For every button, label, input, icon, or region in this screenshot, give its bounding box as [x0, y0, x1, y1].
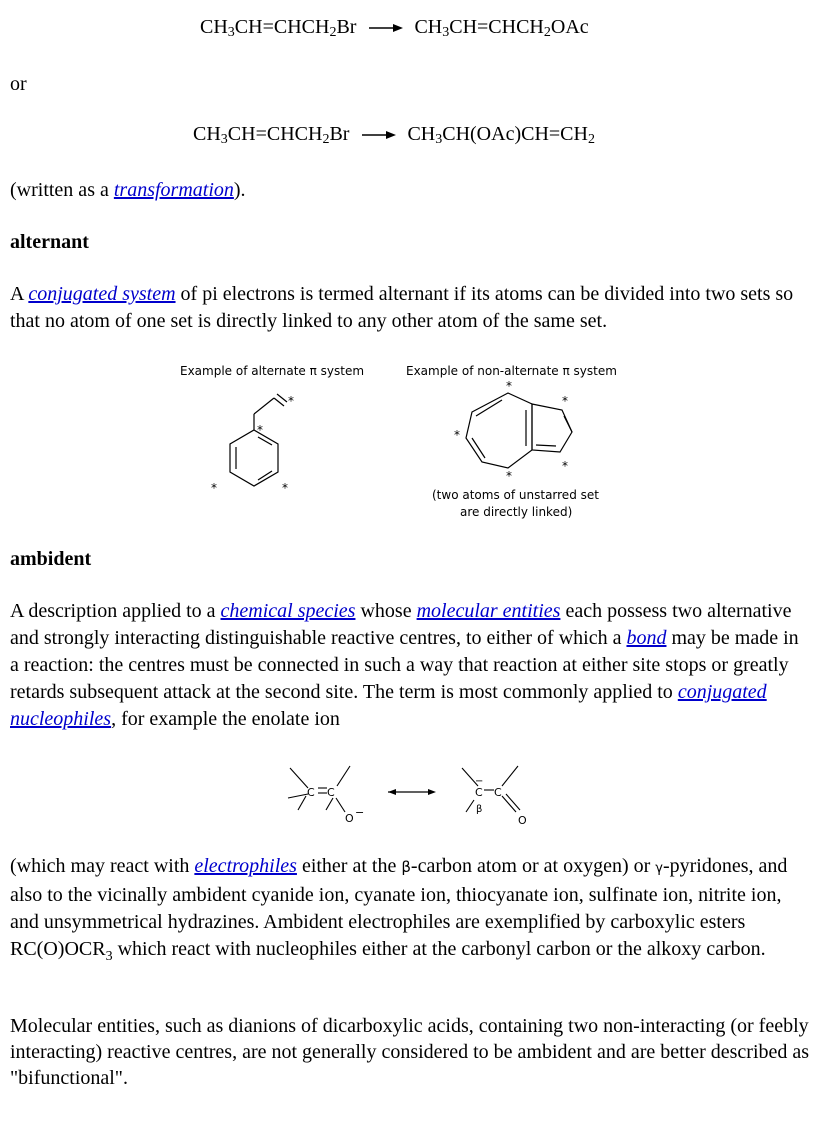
text: (which may react with	[10, 855, 195, 877]
oxygen-label: O	[518, 814, 527, 827]
text: ).	[233, 179, 246, 201]
ambident-paragraph-2	[10, 853, 810, 970]
transformation-link[interactable]: transformation	[113, 179, 234, 201]
alternant-paragraph	[10, 281, 800, 335]
conjugated-system-link[interactable]: conjugated system	[28, 283, 176, 305]
formula-part: CH=CHCH	[227, 123, 323, 145]
formula-part: Br	[329, 123, 350, 145]
star-mark: *	[211, 481, 217, 495]
star-mark: *	[288, 394, 294, 408]
equation-2	[193, 123, 595, 146]
heading-ambident: ambident	[10, 548, 92, 570]
carbon-label: C	[307, 786, 315, 799]
equation-1	[200, 16, 589, 39]
nucleophiles-link[interactable]: nucleophiles	[10, 708, 112, 730]
charge-label: −	[355, 806, 365, 819]
formula-sub: 3	[435, 132, 443, 147]
formula-part: CH	[407, 123, 436, 145]
text: A description applied to a	[10, 600, 221, 622]
formula-part: CH	[193, 123, 221, 145]
right-caption: Example of non-alternate π system	[406, 364, 617, 378]
gamma-symbol: γ	[655, 861, 663, 876]
star-mark: *	[562, 394, 568, 408]
formula-part: Br	[336, 16, 357, 38]
text: -pyridones, and also to the vicinally ambident cyanide ion, cyanate ion, thiocyanate ion, sulfinate ion, nitrite ion, and unsymmetrical hydrazines. Ambident electrophiles are exemplified by carboxylic esters RC(O)OCR	[10, 855, 788, 960]
text: (written as a	[10, 179, 114, 201]
text: may be made in a reaction: the centres must be connected in such a way that reaction at either site stops or greatly retards subsequent attack at the second site. The term is most commonly applied to	[10, 627, 799, 703]
carbon-label: C	[494, 786, 502, 799]
star-mark: *	[257, 423, 263, 437]
heading-alternant: alternant	[10, 231, 89, 253]
formula-sub: 2	[329, 25, 337, 40]
text: whose	[355, 600, 417, 622]
electrophiles-link[interactable]: electrophiles	[194, 855, 297, 877]
text: A	[10, 283, 29, 305]
written-as-line	[10, 177, 246, 204]
formula-part: CH(OAc)CH=CH	[442, 123, 588, 145]
carbon-label: C	[475, 786, 483, 799]
conjugated-link[interactable]: conjugated	[677, 681, 767, 703]
text: -carbon atom or at oxygen) or	[410, 855, 656, 877]
chemical-species-link[interactable]: chemical species	[220, 600, 356, 622]
star-mark: *	[562, 459, 568, 473]
formula-sub: 3	[220, 132, 228, 147]
formula-sub: 2	[543, 25, 551, 40]
resonance-arrow-icon	[388, 789, 436, 795]
formula-sub: 2	[587, 132, 595, 147]
star-mark: *	[282, 481, 288, 495]
reaction-arrow-icon	[367, 23, 403, 33]
text: each possess two alternative and strongly interacting distinguishable reactive centres, to either of which a	[10, 600, 792, 649]
text: which react with nucleophiles either at the carbonyl carbon or the alkoxy carbon.	[112, 938, 766, 960]
left-caption: Example of alternate π system	[180, 364, 365, 378]
enolate-figure	[280, 760, 540, 832]
star-mark: *	[506, 469, 512, 483]
beta-label: β	[476, 804, 483, 815]
formula-part: OAc	[550, 16, 589, 38]
formula-part: CH=CHCH	[234, 16, 330, 38]
bond-link[interactable]: bond	[626, 627, 667, 649]
or-text: or	[10, 73, 27, 95]
molecular-entities-link[interactable]: molecular entities	[416, 600, 561, 622]
note-line-2: are directly linked)	[460, 505, 573, 519]
formula-sub: 2	[322, 132, 330, 147]
formula-part: CH	[414, 16, 443, 38]
ambident-paragraph-3: Molecular entities, such as dianions of dicarboxylic acids, containing two non-interacting (or feebly interacting) reactive centres, are not generally considered to be ambident and are better described as "bifunctional".	[10, 1015, 810, 1089]
formula-part: CH	[200, 16, 228, 38]
text: of pi electrons is termed alternant if its atoms can be divided into two sets so that no atom of one set is directly linked to any other atom of the same set.	[10, 283, 794, 332]
reaction-arrow-icon	[360, 130, 396, 140]
star-mark: *	[454, 428, 460, 442]
azulene-structure	[466, 393, 572, 468]
star-mark: *	[506, 379, 512, 393]
styrene-structure	[230, 394, 287, 486]
alternant-figure	[170, 358, 650, 528]
formula-sub: 3	[442, 25, 450, 40]
ambident-paragraph-1	[10, 598, 810, 733]
charge-label: −	[475, 776, 484, 787]
text: , for example the enolate ion	[111, 708, 340, 730]
carbon-label: C	[327, 786, 335, 799]
formula-sub: 3	[105, 949, 113, 964]
beta-symbol: β	[401, 858, 411, 876]
note-line-1: (two atoms of unstarred set	[432, 488, 599, 502]
text: either at the	[296, 855, 402, 877]
oxygen-label: O	[345, 812, 354, 825]
formula-part: CH=CHCH	[449, 16, 544, 38]
formula-sub: 3	[227, 25, 235, 40]
